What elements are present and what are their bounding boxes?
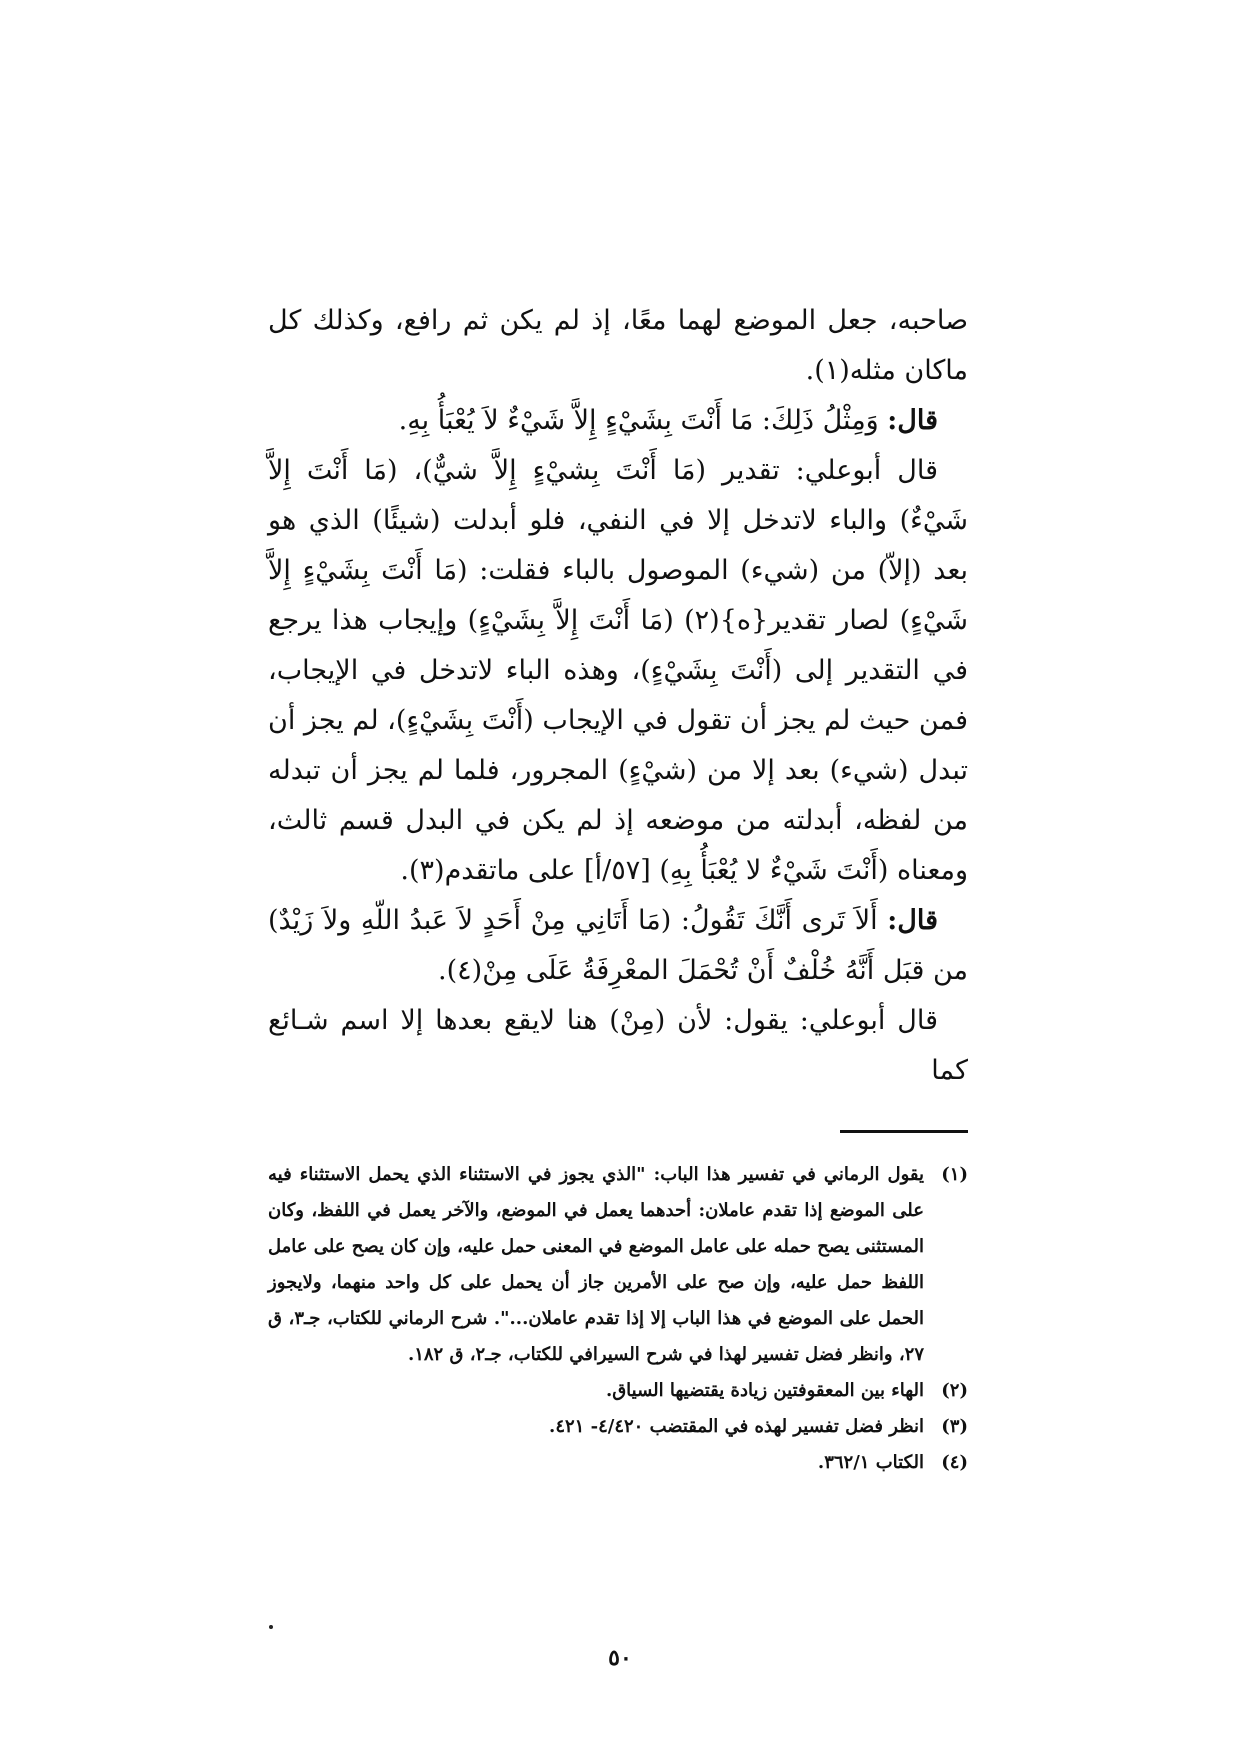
paragraph-3: قال أبوعلي: تقدير (مَا أَنْتَ بِشيْءٍ إِلاَّ شيٌّ)، (مَا أَنْتَ إِلاَّ شَيْءٌ) والباء لاتدخل إلا في النفي، فلو أبدلت (شيئًا) الذي هو بعد (إلاّ) من (شيء) الموصول بالباء فقلت: (مَا أَنْتَ بِشَيْءٍ إِلاَّ شَيْءٍ) لصار تقدير{ه}(٢) (مَا أَنْتَ إِلاَّ بِشَيْءٍ) وإيجاب هذا يرجع في التقدير إلى (أَنْتَ بِشَيْءٍ)، وهذه الباء لاتدخل في الإيجاب، فمن حيث لم يجز أن تقول في الإيجاب (أَنْتَ بِشَيْءٍ)، لم يجز أن تبدل (شيء) بعد إلا من (شيْءٍ) المجرور، فلما لم يجز أن تبدله من لفظه، أبدلته من موضعه إذ لم يكن في البدل قسم ثالث، ومعناه (أَنْتَ شَيْءٌ لا يُعْبَأُ بِهِ) [٥٧/أ] على ماتقدم(٣).: [268, 455, 968, 886]
footnote-number: (٤): [941, 1452, 968, 1473]
footnote-1: [268, 1157, 968, 1373]
footnote-3: [268, 1409, 968, 1445]
paragraph-1: صاحبه، جعل الموضع لهما معًا، إذ لم يكن ثم رافع، وكذلك كل ماكان مثله(١).: [268, 305, 968, 386]
footnote-separator: [840, 1130, 968, 1133]
scan-speck: [269, 1625, 273, 1629]
footnote-text: انظر فضل تفسير لهذه في المقتضب ٤/٤٢٠- ٤٢١.: [549, 1416, 924, 1437]
footnote-4: [268, 1445, 968, 1481]
footnote-text: الهاء بين المعقوفتين زيادة يقتضيها السياق.: [605, 1380, 924, 1401]
footnote-2: [268, 1373, 968, 1409]
footnote-number: (٣): [941, 1416, 968, 1437]
page-number: ٥٠: [608, 1645, 632, 1671]
main-text: [268, 296, 968, 1096]
paragraph-5: قال أبوعلي: يقول: لأن (مِنْ) هنا لايقع بعدها إلا اسم شـائع كما: [268, 1005, 968, 1086]
footnote-text: الكتاب ٣٦٢/١.: [817, 1452, 924, 1473]
paragraph-4-text: أَلاَ تَرى أَنَّكَ تَقُولُ: (مَا أَتَانِي مِنْ أَحَدٍ لاَ عَبدُ اللّهِ ولاَ زَيْدٌ) من قبَل أَنَّهُ خُلْفٌ أَنْ تُحْمَلَ المعْرِفَةُ عَلَى مِنْ(٤).: [268, 905, 968, 986]
paragraph-4: [268, 896, 968, 996]
qal-keyword: قال:: [887, 905, 938, 936]
footnote-text: يقول الرماني في تفسير هذا الباب: "الذي يجوز في الاستثناء الذي يحمل الاستثناء فيه على الموضع إذا تقدم عاملان: أحدهما يعمل في الموضع، والآخر يعمل في اللفظ، وكان المستثنى يصح حمله على عامل الموضع في المعنى حمل عليه، وإن كان يصح على عامل اللفظ حمل عليه، وإن صح على الأمرين جاز أن يحمل على كل واحد منهما، ولايجوز الحمل على الموضع في هذا الباب إلا إذا تقدم عاملان...". شرح الرماني للكتاب، جـ٣، ق ٢٧، وانظر فضل تفسير لهذا في شرح السيرافي للكتاب، جـ٢، ق ١٨٢.: [268, 1164, 924, 1365]
paragraph-2: [268, 396, 968, 446]
paragraph-2-text: وَمِثْلُ ذَلِكَ: مَا أَنْتَ بِشَيْءٍ إِلاَّ شَيْءٌ لاَ يُعْبَأُ بِهِ.: [398, 405, 888, 436]
footnote-number: (٢): [941, 1380, 968, 1401]
footnotes: [268, 1157, 968, 1481]
footnote-number: (١): [941, 1164, 968, 1185]
page-content: [268, 296, 968, 1481]
qal-keyword: قال:: [887, 405, 938, 436]
